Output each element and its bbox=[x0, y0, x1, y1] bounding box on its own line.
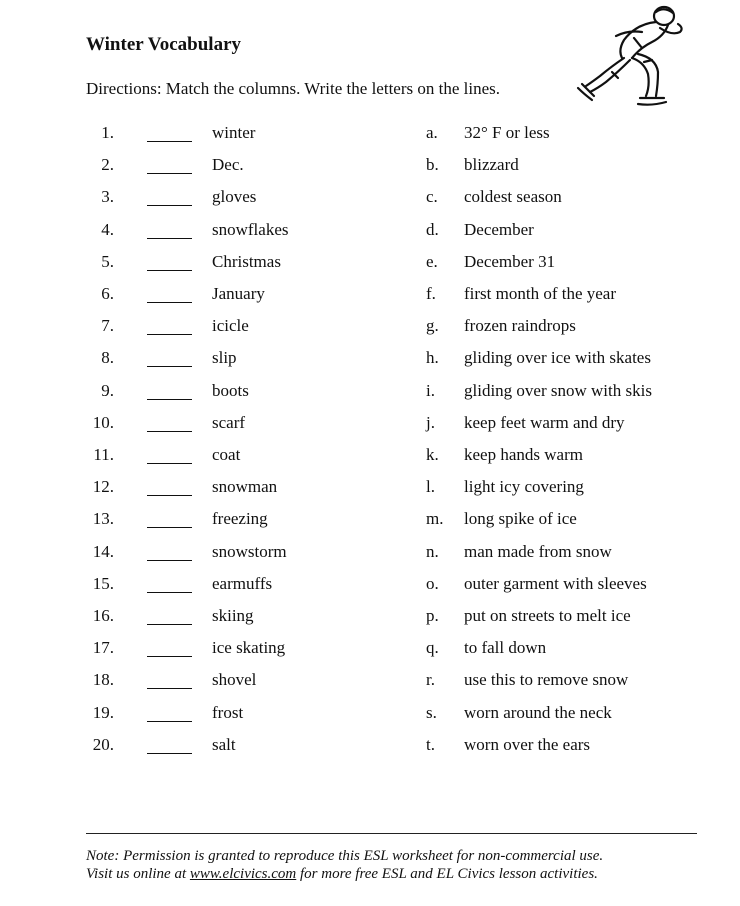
vocabulary-word: January bbox=[212, 284, 265, 303]
vocabulary-word: snowman bbox=[212, 477, 278, 497]
vocabulary-word: scarf bbox=[212, 412, 246, 432]
vocabulary-row bbox=[0, 316, 740, 346]
footer-prefix: Visit us online at bbox=[86, 866, 190, 882]
item-number: 20. bbox=[92, 734, 114, 754]
definition-text: worn around the neck bbox=[464, 702, 612, 722]
definition-letter: n. bbox=[426, 541, 439, 561]
vocabulary-row bbox=[0, 348, 740, 378]
item-number: 3. bbox=[101, 187, 114, 207]
vocabulary-word: shovel bbox=[212, 670, 257, 690]
item-number: 7. bbox=[101, 316, 114, 336]
item-number: 10. bbox=[92, 412, 114, 432]
directions-text: Directions: Match the columns. Write the letters on the lines. bbox=[86, 79, 500, 98]
vocabulary-word: snowstorm bbox=[212, 541, 287, 561]
answer-blank[interactable] bbox=[147, 334, 192, 335]
vocabulary-word: gloves bbox=[212, 187, 257, 207]
definition-text: gliding over ice with skates bbox=[464, 348, 651, 368]
vocabulary-row bbox=[0, 220, 740, 250]
definition-letter: f. bbox=[426, 284, 436, 303]
definition-text: worn over the ears bbox=[464, 734, 591, 754]
answer-blank[interactable] bbox=[147, 688, 192, 689]
answer-blank[interactable] bbox=[147, 721, 192, 722]
definition-text: coldest season bbox=[464, 187, 562, 207]
definition-letter: g. bbox=[426, 316, 439, 336]
vocabulary-word: freezing bbox=[212, 509, 268, 529]
elcivics-link[interactable]: www.elcivics.com bbox=[189, 866, 297, 882]
definition-text: keep hands warm bbox=[464, 445, 583, 464]
vocabulary-word: Dec. bbox=[212, 155, 244, 175]
footer-suffix: for more free ESL and EL Civics lesson activities. bbox=[296, 866, 598, 882]
item-number: 4. bbox=[101, 219, 114, 239]
answer-blank[interactable] bbox=[147, 270, 192, 271]
item-number: 1. bbox=[101, 123, 114, 142]
answer-blank[interactable] bbox=[147, 560, 192, 561]
vocabulary-word: earmuffs bbox=[212, 573, 273, 593]
definition-text: gliding over snow with skis bbox=[464, 380, 652, 400]
answer-blank[interactable] bbox=[147, 753, 192, 754]
vocabulary-row bbox=[0, 606, 740, 636]
answer-blank[interactable] bbox=[147, 205, 192, 206]
definition-letter: s. bbox=[426, 702, 437, 722]
item-number: 8. bbox=[101, 348, 114, 368]
vocabulary-word: salt bbox=[212, 734, 236, 754]
item-number: 5. bbox=[101, 251, 114, 271]
definition-letter: o. bbox=[426, 573, 439, 593]
definition-letter: k. bbox=[426, 445, 439, 464]
definition-letter: l. bbox=[426, 477, 435, 497]
answer-blank[interactable] bbox=[147, 302, 192, 303]
answer-blank[interactable] bbox=[147, 656, 192, 657]
vocabulary-row bbox=[0, 574, 740, 604]
item-number: 9. bbox=[101, 380, 114, 400]
vocabulary-word: boots bbox=[212, 380, 249, 400]
vocabulary-row bbox=[0, 187, 740, 217]
vocabulary-row bbox=[0, 123, 740, 153]
vocabulary-word: frost bbox=[212, 702, 244, 722]
definition-letter: d. bbox=[426, 219, 439, 239]
vocabulary-word: snowflakes bbox=[212, 219, 289, 239]
answer-blank[interactable] bbox=[147, 141, 192, 142]
footer-divider bbox=[86, 833, 697, 834]
definition-text: man made from snow bbox=[464, 541, 612, 561]
item-number: 15. bbox=[92, 573, 114, 593]
definition-text: use this to remove snow bbox=[464, 670, 629, 690]
vocabulary-row bbox=[0, 509, 740, 539]
item-number: 16. bbox=[92, 606, 114, 625]
definition-text: 32° F or less bbox=[464, 123, 550, 142]
answer-blank[interactable] bbox=[147, 624, 192, 625]
vocabulary-row bbox=[0, 542, 740, 572]
page-title: Winter Vocabulary bbox=[86, 34, 242, 55]
definition-text: long spike of ice bbox=[464, 509, 577, 529]
definition-text: blizzard bbox=[464, 155, 519, 175]
vocabulary-row bbox=[0, 477, 740, 507]
answer-blank[interactable] bbox=[147, 173, 192, 174]
definition-letter: b. bbox=[426, 155, 439, 175]
item-number: 2. bbox=[101, 155, 114, 175]
vocabulary-word: icicle bbox=[212, 316, 249, 336]
vocabulary-row bbox=[0, 638, 740, 668]
definition-text: to fall down bbox=[464, 638, 547, 658]
definition-letter: a. bbox=[426, 123, 438, 142]
definition-letter: h. bbox=[426, 348, 439, 368]
vocabulary-row bbox=[0, 284, 740, 314]
answer-blank[interactable] bbox=[147, 592, 192, 593]
footer-note-line2 bbox=[86, 866, 598, 883]
vocabulary-row bbox=[0, 735, 740, 765]
vocabulary-word: coat bbox=[212, 445, 241, 464]
item-number: 18. bbox=[92, 670, 114, 690]
answer-blank[interactable] bbox=[147, 527, 192, 528]
item-number: 17. bbox=[92, 638, 114, 658]
definition-text: put on streets to melt ice bbox=[464, 606, 631, 625]
answer-blank[interactable] bbox=[147, 399, 192, 400]
vocabulary-word: Christmas bbox=[212, 251, 281, 271]
vocabulary-word: skiing bbox=[212, 606, 254, 625]
definition-letter: t. bbox=[426, 734, 435, 754]
answer-blank[interactable] bbox=[147, 366, 192, 367]
vocabulary-word: ice skating bbox=[212, 638, 286, 658]
definition-letter: e. bbox=[426, 251, 438, 271]
definition-text: first month of the year bbox=[464, 284, 617, 303]
definition-letter: q. bbox=[426, 638, 439, 658]
vocabulary-row bbox=[0, 445, 740, 475]
item-number: 19. bbox=[92, 702, 114, 722]
item-number: 6. bbox=[101, 284, 114, 303]
vocabulary-row bbox=[0, 670, 740, 700]
definition-text: December bbox=[464, 219, 534, 239]
definition-letter: i. bbox=[426, 380, 435, 400]
definition-letter: p. bbox=[426, 606, 439, 625]
answer-blank[interactable] bbox=[147, 463, 192, 464]
vocabulary-word: winter bbox=[212, 123, 256, 142]
vocabulary-row bbox=[0, 381, 740, 411]
vocabulary-row bbox=[0, 413, 740, 443]
definition-text: December 31 bbox=[464, 251, 556, 271]
definition-text: light icy covering bbox=[464, 477, 584, 497]
definition-text: outer garment with sleeves bbox=[464, 573, 647, 593]
definition-letter: c. bbox=[426, 187, 438, 207]
definition-letter: m. bbox=[426, 509, 444, 529]
vocabulary-row bbox=[0, 252, 740, 282]
answer-blank[interactable] bbox=[147, 431, 192, 432]
footer-note-line1: Note: Permission is granted to reproduce this ESL worksheet for non-commercial use. bbox=[86, 848, 604, 864]
item-number: 11. bbox=[93, 445, 114, 464]
definition-letter: j. bbox=[426, 412, 435, 432]
definition-text: frozen raindrops bbox=[464, 316, 576, 336]
definition-text: keep feet warm and dry bbox=[464, 412, 625, 432]
item-number: 12. bbox=[92, 477, 114, 497]
item-number: 14. bbox=[92, 541, 114, 561]
definition-letter: r. bbox=[426, 670, 435, 690]
vocabulary-row bbox=[0, 703, 740, 733]
answer-blank[interactable] bbox=[147, 238, 192, 239]
speed-skater-icon bbox=[572, 2, 690, 114]
item-number: 13. bbox=[92, 509, 114, 529]
vocabulary-row bbox=[0, 155, 740, 185]
vocabulary-word: slip bbox=[212, 348, 237, 368]
answer-blank[interactable] bbox=[147, 495, 192, 496]
